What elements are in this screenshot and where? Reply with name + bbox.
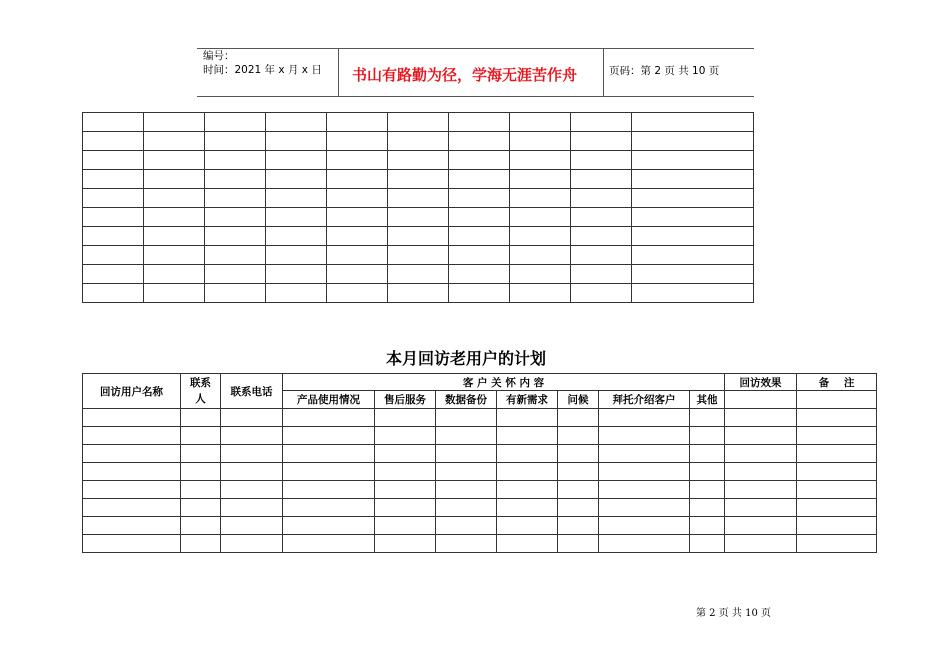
grid-cell[interactable]: [266, 151, 327, 170]
grid-cell[interactable]: [205, 113, 266, 132]
grid-cell[interactable]: [510, 132, 571, 151]
grid-cell[interactable]: [83, 189, 144, 208]
plan-cell[interactable]: [725, 445, 797, 463]
grid-cell[interactable]: [144, 265, 205, 284]
plan-cell[interactable]: [497, 535, 558, 553]
grid-cell[interactable]: [266, 265, 327, 284]
grid-cell[interactable]: [388, 113, 449, 132]
note-blank-cell[interactable]: [797, 391, 877, 409]
plan-row: [83, 409, 877, 427]
grid-cell[interactable]: [327, 189, 388, 208]
plan-cell[interactable]: [436, 409, 497, 427]
plan-cell[interactable]: [181, 445, 221, 463]
plan-cell[interactable]: [690, 427, 725, 445]
plan-cell[interactable]: [436, 517, 497, 535]
plan-cell[interactable]: [181, 409, 221, 427]
grid-row: [83, 189, 754, 208]
grid-row: [83, 151, 754, 170]
plan-cell[interactable]: [690, 463, 725, 481]
plan-cell[interactable]: [283, 463, 375, 481]
grid-cell[interactable]: [449, 189, 510, 208]
grid-cell[interactable]: [632, 170, 754, 189]
grid-cell[interactable]: [571, 227, 632, 246]
grid-cell[interactable]: [144, 170, 205, 189]
grid-cell[interactable]: [449, 170, 510, 189]
grid-cell[interactable]: [83, 227, 144, 246]
header-divider-left: [338, 48, 339, 96]
plan-row: [83, 463, 877, 481]
care-item-aftersales: 售后服务: [375, 391, 436, 409]
grid-cell[interactable]: [388, 170, 449, 189]
result-blank-cell[interactable]: [725, 391, 797, 409]
plan-cell[interactable]: [497, 445, 558, 463]
grid-cell[interactable]: [632, 208, 754, 227]
grid-row: [83, 284, 754, 303]
plan-row: [83, 427, 877, 445]
grid-cell[interactable]: [449, 284, 510, 303]
grid-cell[interactable]: [571, 265, 632, 284]
grid-cell[interactable]: [632, 132, 754, 151]
grid-cell[interactable]: [327, 246, 388, 265]
grid-cell[interactable]: [205, 227, 266, 246]
plan-cell[interactable]: [690, 535, 725, 553]
grid-row: [83, 265, 754, 284]
grid-cell[interactable]: [388, 284, 449, 303]
plan-cell[interactable]: [375, 535, 436, 553]
plan-cell[interactable]: [497, 409, 558, 427]
grid-cell[interactable]: [83, 246, 144, 265]
plan-cell[interactable]: [221, 499, 283, 517]
plan-cell[interactable]: [181, 499, 221, 517]
plan-cell[interactable]: [221, 481, 283, 499]
grid-cell[interactable]: [83, 132, 144, 151]
grid-cell[interactable]: [327, 265, 388, 284]
grid-cell[interactable]: [144, 151, 205, 170]
grid-cell[interactable]: [83, 208, 144, 227]
plan-cell[interactable]: [283, 445, 375, 463]
grid-cell[interactable]: [388, 132, 449, 151]
plan-cell[interactable]: [497, 481, 558, 499]
plan-cell[interactable]: [725, 535, 797, 553]
grid-cell[interactable]: [266, 113, 327, 132]
plan-cell[interactable]: [599, 517, 690, 535]
plan-cell[interactable]: [797, 445, 877, 463]
plan-cell[interactable]: [599, 463, 690, 481]
grid-cell[interactable]: [388, 189, 449, 208]
grid-cell[interactable]: [388, 208, 449, 227]
grid-cell[interactable]: [388, 246, 449, 265]
grid-row: [83, 170, 754, 189]
plan-cell[interactable]: [725, 499, 797, 517]
grid-row: [83, 132, 754, 151]
plan-cell[interactable]: [797, 427, 877, 445]
grid-row: [83, 113, 754, 132]
plan-cell[interactable]: [83, 535, 181, 553]
grid-cell[interactable]: [327, 227, 388, 246]
grid-cell[interactable]: [266, 208, 327, 227]
plan-cell[interactable]: [725, 517, 797, 535]
grid-cell[interactable]: [632, 246, 754, 265]
plan-cell[interactable]: [436, 481, 497, 499]
plan-cell[interactable]: [725, 481, 797, 499]
care-item-new-needs: 有新需求: [497, 391, 558, 409]
plan-cell[interactable]: [558, 481, 599, 499]
header-user-name: 回访用户名称: [83, 374, 181, 409]
header-motto: 书山有路勤为径，学海无涯苦作舟: [352, 66, 578, 84]
grid-cell[interactable]: [632, 265, 754, 284]
care-item-backup: 数据备份: [436, 391, 497, 409]
plan-cell[interactable]: [375, 409, 436, 427]
plan-cell[interactable]: [797, 535, 877, 553]
care-item-referral: 拜托介绍客户: [599, 391, 690, 409]
plan-cell[interactable]: [375, 427, 436, 445]
grid-cell[interactable]: [144, 227, 205, 246]
plan-cell[interactable]: [599, 535, 690, 553]
header-note: 备 注: [797, 374, 877, 391]
footer-page-number: 第 2 页 共 10 页: [696, 608, 771, 619]
grid-cell[interactable]: [144, 246, 205, 265]
grid-cell[interactable]: [83, 170, 144, 189]
plan-cell[interactable]: [375, 499, 436, 517]
grid-cell[interactable]: [571, 170, 632, 189]
plan-cell[interactable]: [181, 427, 221, 445]
date-text: 时间：2021 年 x 月 x 日: [203, 64, 322, 76]
grid-cell[interactable]: [388, 227, 449, 246]
grid-row: [83, 227, 754, 246]
grid-cell[interactable]: [571, 208, 632, 227]
plan-cell[interactable]: [497, 499, 558, 517]
plan-cell[interactable]: [558, 535, 599, 553]
grid-cell[interactable]: [449, 132, 510, 151]
plan-row: [83, 499, 877, 517]
plan-cell[interactable]: [221, 517, 283, 535]
plan-row: [83, 445, 877, 463]
plan-cell[interactable]: [436, 535, 497, 553]
grid-row: [83, 246, 754, 265]
plan-cell[interactable]: [797, 481, 877, 499]
grid-cell[interactable]: [327, 151, 388, 170]
grid-cell[interactable]: [327, 113, 388, 132]
grid-cell[interactable]: [632, 151, 754, 170]
grid-cell[interactable]: [205, 170, 266, 189]
grid-cell[interactable]: [144, 132, 205, 151]
plan-cell[interactable]: [797, 499, 877, 517]
grid-cell[interactable]: [449, 265, 510, 284]
grid-cell[interactable]: [510, 284, 571, 303]
plan-cell[interactable]: [221, 535, 283, 553]
plan-cell[interactable]: [181, 481, 221, 499]
grid-cell[interactable]: [205, 151, 266, 170]
header-contact: 联系 人: [181, 374, 221, 409]
grid-cell[interactable]: [205, 284, 266, 303]
grid-cell[interactable]: [266, 189, 327, 208]
plan-cell[interactable]: [181, 535, 221, 553]
grid-cell[interactable]: [510, 246, 571, 265]
plan-cell[interactable]: [725, 463, 797, 481]
grid-cell[interactable]: [449, 227, 510, 246]
grid-cell[interactable]: [266, 227, 327, 246]
header-top-rule: [197, 48, 754, 49]
plan-cell[interactable]: [797, 409, 877, 427]
grid-cell[interactable]: [83, 284, 144, 303]
plan-cell[interactable]: [558, 427, 599, 445]
grid-cell[interactable]: [327, 284, 388, 303]
plan-row: [83, 517, 877, 535]
plan-cell[interactable]: [83, 427, 181, 445]
plan-cell[interactable]: [497, 427, 558, 445]
grid-cell[interactable]: [144, 208, 205, 227]
grid-cell[interactable]: [83, 113, 144, 132]
plan-cell[interactable]: [283, 481, 375, 499]
grid-cell[interactable]: [571, 246, 632, 265]
grid-cell[interactable]: [327, 132, 388, 151]
grid-cell[interactable]: [205, 265, 266, 284]
grid-cell[interactable]: [571, 189, 632, 208]
plan-cell[interactable]: [83, 499, 181, 517]
page-code: 页码：第 2 页 共 10 页: [609, 65, 720, 77]
grid-cell[interactable]: [449, 113, 510, 132]
plan-cell[interactable]: [181, 463, 221, 481]
serial-label: 编号：: [203, 50, 235, 62]
plan-title: 本月回访老用户的计划: [386, 349, 547, 368]
grid-cell[interactable]: [205, 132, 266, 151]
plan-cell[interactable]: [283, 409, 375, 427]
plan-cell[interactable]: [83, 463, 181, 481]
grid-cell[interactable]: [205, 189, 266, 208]
grid-cell[interactable]: [510, 170, 571, 189]
plan-cell[interactable]: [797, 463, 877, 481]
plan-cell[interactable]: [221, 427, 283, 445]
plan-cell[interactable]: [599, 409, 690, 427]
plan-cell[interactable]: [558, 517, 599, 535]
plan-table: [82, 373, 877, 553]
top-grid-table: [82, 112, 754, 303]
plan-cell[interactable]: [83, 517, 181, 535]
grid-cell[interactable]: [449, 208, 510, 227]
plan-cell[interactable]: [83, 409, 181, 427]
grid-cell[interactable]: [510, 113, 571, 132]
grid-cell[interactable]: [266, 170, 327, 189]
plan-cell[interactable]: [690, 481, 725, 499]
plan-cell[interactable]: [436, 427, 497, 445]
plan-cell[interactable]: [436, 463, 497, 481]
plan-cell[interactable]: [725, 409, 797, 427]
plan-cell[interactable]: [83, 445, 181, 463]
plan-cell[interactable]: [497, 463, 558, 481]
plan-cell[interactable]: [558, 445, 599, 463]
plan-cell[interactable]: [599, 427, 690, 445]
grid-cell[interactable]: [83, 151, 144, 170]
grid-cell[interactable]: [144, 284, 205, 303]
grid-cell[interactable]: [632, 189, 754, 208]
grid-row: [83, 208, 754, 227]
plan-cell[interactable]: [558, 499, 599, 517]
grid-cell[interactable]: [388, 265, 449, 284]
grid-cell[interactable]: [266, 284, 327, 303]
plan-cell[interactable]: [690, 445, 725, 463]
grid-cell[interactable]: [144, 189, 205, 208]
grid-cell[interactable]: [510, 189, 571, 208]
care-item-other: 其他: [690, 391, 725, 409]
grid-cell[interactable]: [510, 151, 571, 170]
plan-cell[interactable]: [497, 517, 558, 535]
grid-cell[interactable]: [632, 227, 754, 246]
grid-cell[interactable]: [83, 265, 144, 284]
grid-cell[interactable]: [510, 265, 571, 284]
plan-cell[interactable]: [375, 445, 436, 463]
grid-cell[interactable]: [571, 132, 632, 151]
plan-cell[interactable]: [181, 517, 221, 535]
plan-row: [83, 481, 877, 499]
grid-cell[interactable]: [388, 151, 449, 170]
plan-cell[interactable]: [797, 517, 877, 535]
grid-cell[interactable]: [449, 246, 510, 265]
plan-cell[interactable]: [690, 499, 725, 517]
plan-cell[interactable]: [283, 535, 375, 553]
grid-cell[interactable]: [327, 170, 388, 189]
grid-cell[interactable]: [266, 246, 327, 265]
care-item-usage: 产品使用情况: [283, 391, 375, 409]
plan-cell[interactable]: [436, 499, 497, 517]
grid-cell[interactable]: [266, 132, 327, 151]
grid-cell[interactable]: [205, 208, 266, 227]
grid-cell[interactable]: [632, 113, 754, 132]
plan-cell[interactable]: [283, 499, 375, 517]
care-item-greeting: 问候: [558, 391, 599, 409]
plan-row: [83, 535, 877, 553]
grid-cell[interactable]: [327, 208, 388, 227]
plan-cell[interactable]: [283, 517, 375, 535]
plan-cell[interactable]: [599, 481, 690, 499]
grid-cell[interactable]: [571, 284, 632, 303]
plan-cell[interactable]: [690, 409, 725, 427]
plan-cell[interactable]: [283, 427, 375, 445]
header-phone: 联系电话: [221, 374, 283, 409]
plan-cell[interactable]: [375, 463, 436, 481]
grid-cell[interactable]: [510, 208, 571, 227]
plan-cell[interactable]: [83, 481, 181, 499]
grid-cell[interactable]: [205, 246, 266, 265]
grid-cell[interactable]: [571, 113, 632, 132]
grid-cell[interactable]: [449, 151, 510, 170]
plan-cell[interactable]: [221, 463, 283, 481]
grid-cell[interactable]: [571, 151, 632, 170]
plan-cell[interactable]: [599, 499, 690, 517]
plan-cell[interactable]: [221, 409, 283, 427]
plan-cell[interactable]: [558, 463, 599, 481]
plan-cell[interactable]: [375, 481, 436, 499]
header-care-group: 客 户 关 怀 内 容: [283, 374, 725, 391]
grid-cell[interactable]: [144, 113, 205, 132]
plan-cell[interactable]: [221, 445, 283, 463]
header-bottom-rule: [197, 96, 754, 97]
grid-cell[interactable]: [510, 227, 571, 246]
plan-cell[interactable]: [375, 517, 436, 535]
header-visit-result: 回访效果: [725, 374, 797, 391]
plan-cell[interactable]: [436, 445, 497, 463]
plan-cell[interactable]: [599, 445, 690, 463]
plan-cell[interactable]: [558, 409, 599, 427]
header-divider-right: [603, 48, 604, 96]
grid-cell[interactable]: [632, 284, 754, 303]
plan-cell[interactable]: [690, 517, 725, 535]
plan-cell[interactable]: [725, 427, 797, 445]
